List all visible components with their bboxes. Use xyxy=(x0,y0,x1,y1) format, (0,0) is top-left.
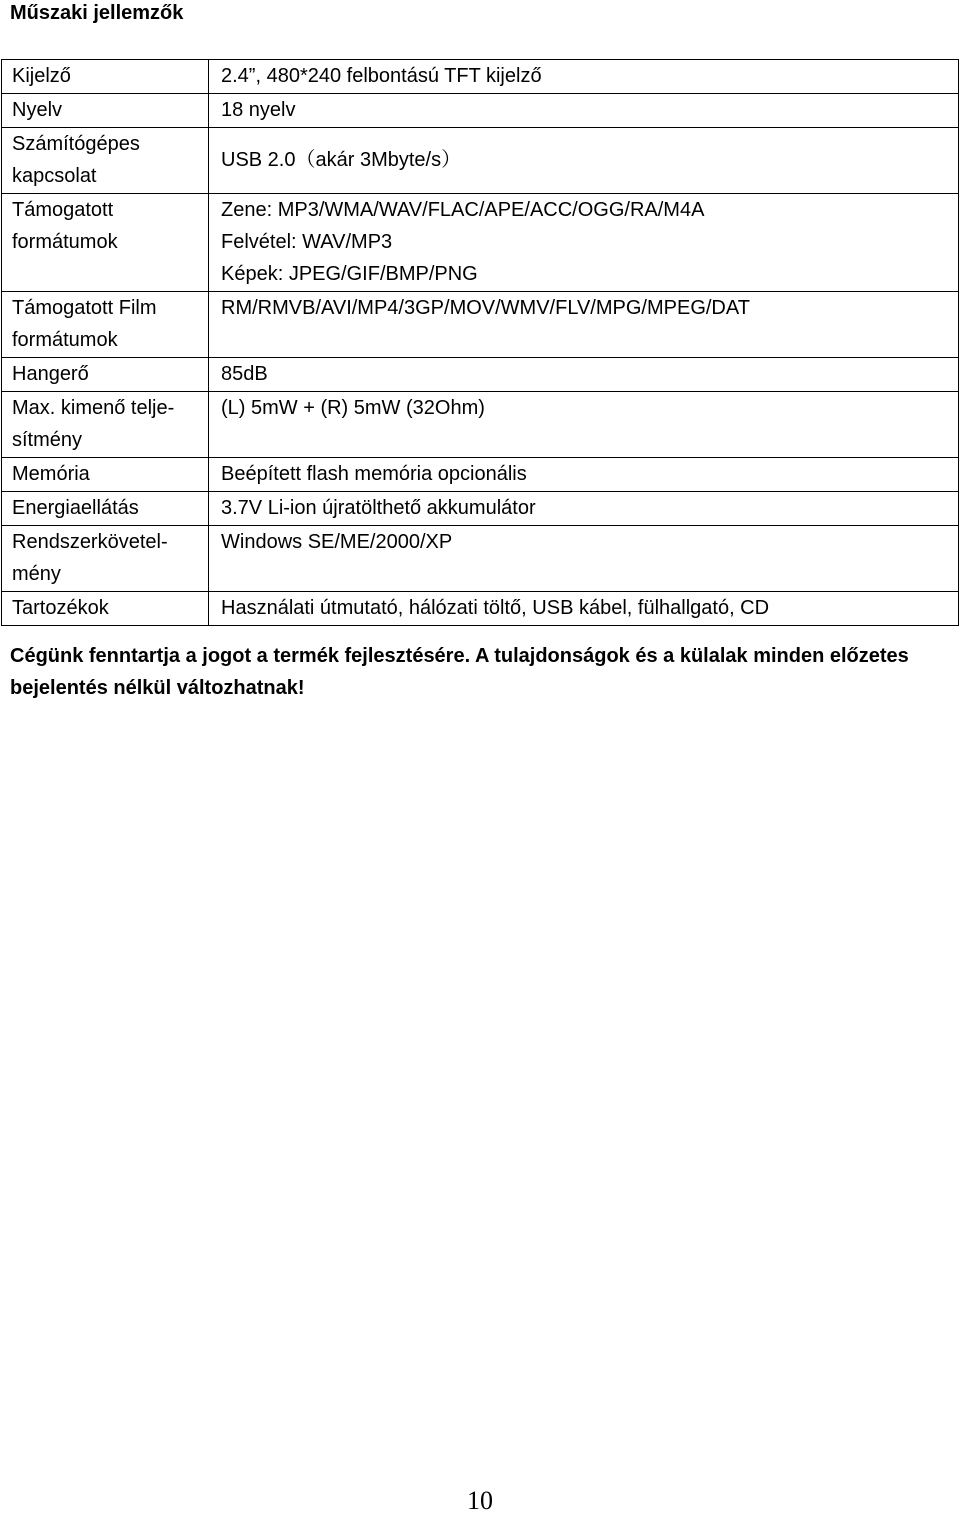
spec-value-film-formats: RM/RMVB/AVI/MP4/3GP/MOV/WMV/FLV/MPG/MPEG/DAT xyxy=(209,292,959,358)
spec-value-display: 2.4”, 480*240 felbontású TFT kijelző xyxy=(209,60,959,94)
spec-value-accessories: Használati útmutató, hálózati töltő, USB kábel, fülhallgató, CD xyxy=(209,592,959,626)
spec-label-volume: Hangerő xyxy=(2,358,209,392)
spec-label-system-requirements: Rendszerkövetel- mény xyxy=(2,526,209,592)
spec-label-output-power: Max. kimenő telje- sítmény xyxy=(2,392,209,458)
spec-label-accessories: Tartozékok xyxy=(2,592,209,626)
table-row xyxy=(2,492,959,526)
spec-value-power-supply: 3.7V Li-ion újratölthető akkumulátor xyxy=(209,492,959,526)
spec-label-language: Nyelv xyxy=(2,94,209,128)
spec-value-output-power: (L) 5mW + (R) 5mW (32Ohm) xyxy=(209,392,959,458)
spec-value-pc-connection: USB 2.0（akár 3Mbyte/s） xyxy=(209,128,959,194)
table-row xyxy=(2,392,959,458)
spec-value-volume: 85dB xyxy=(209,358,959,392)
specs-table xyxy=(1,59,959,626)
spec-value-memory: Beépített flash memória opcionális xyxy=(209,458,959,492)
spec-label-memory: Memória xyxy=(2,458,209,492)
spec-value-system-requirements: Windows SE/ME/2000/XP xyxy=(209,526,959,592)
table-row xyxy=(2,358,959,392)
spec-label-display: Kijelző xyxy=(2,60,209,94)
table-row xyxy=(2,128,959,194)
table-row xyxy=(2,292,959,358)
table-row xyxy=(2,94,959,128)
table-row xyxy=(2,526,959,592)
spec-value-formats: Zene: MP3/WMA/WAV/FLAC/APE/ACC/OGG/RA/M4A Felvétel: WAV/MP3 Képek: JPEG/GIF/BMP/PNG xyxy=(209,194,959,292)
spec-label-formats: Támogatott formátumok xyxy=(2,194,209,292)
spec-label-pc-connection: Számítógépes kapcsolat xyxy=(2,128,209,194)
table-row xyxy=(2,194,959,292)
table-row xyxy=(2,592,959,626)
disclaimer-notice: Cégünk fenntartja a jogot a termék fejlesztésére. A tulajdonságok és a külalak minden előzetes bejelentés nélkül változhatnak! xyxy=(10,645,909,699)
page-number: 10 xyxy=(467,1486,493,1515)
spec-label-power-supply: Energiaellátás xyxy=(2,492,209,526)
spec-label-film-formats: Támogatott Film formátumok xyxy=(2,292,209,358)
table-row xyxy=(2,60,959,94)
page-heading: Műszaki jellemzők xyxy=(10,2,184,24)
table-row xyxy=(2,458,959,492)
spec-value-language: 18 nyelv xyxy=(209,94,959,128)
